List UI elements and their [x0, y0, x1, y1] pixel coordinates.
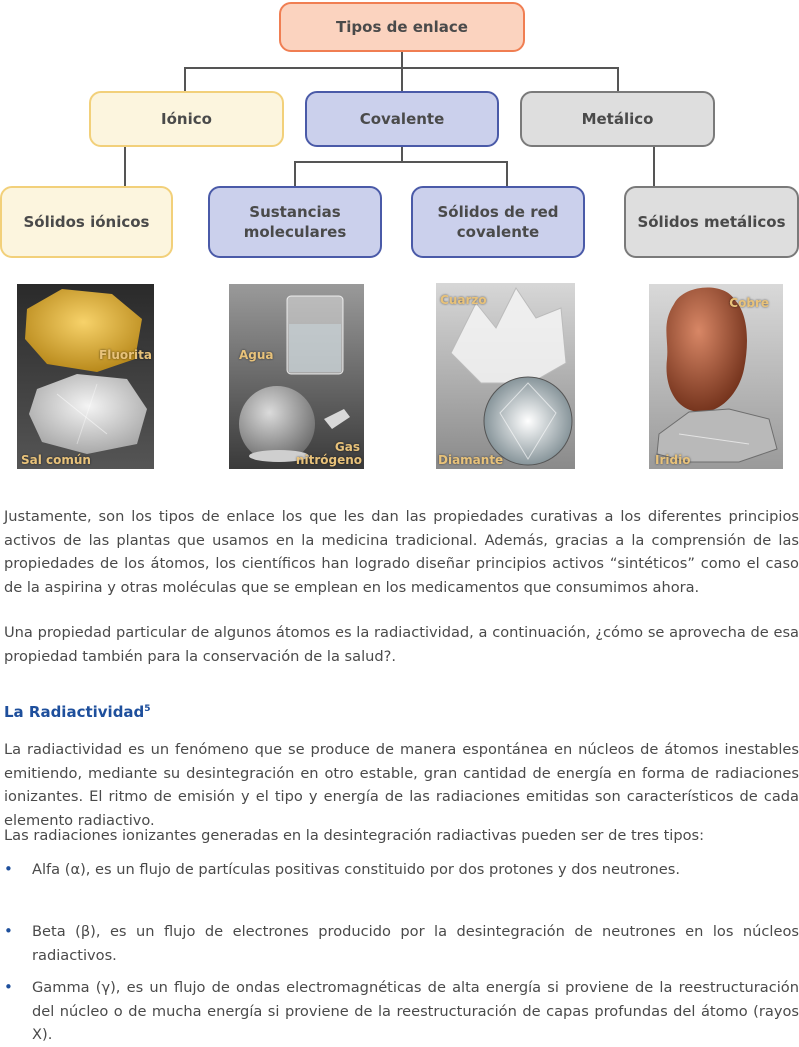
copper-label: Cobre: [729, 296, 769, 310]
list-item-text: Alfa (α), es un flujo de partículas positivas constituido por dos protones y dos neutrones.: [32, 861, 680, 878]
metallic-solids-photo: [649, 284, 783, 469]
radiation-types-intro: Las radiaciones ionizantes generadas en la desintegración radiactivas pueden ser de tres tipos:: [4, 827, 705, 844]
bullet-icon: •: [4, 978, 13, 996]
molecular-substances-photo: [229, 284, 364, 469]
ionic-box: Iónico: [89, 91, 284, 147]
quartz-diamond-image: [436, 283, 575, 469]
covalent-network-solids-box: Sólidos de red covalente: [411, 186, 585, 258]
connector-line: [401, 67, 403, 91]
ionic-solids-box: Sólidos iónicos: [0, 186, 173, 258]
bullet-icon: •: [4, 860, 13, 878]
connector-line: [184, 67, 186, 91]
quartz-label: Cuarzo: [440, 293, 487, 307]
covalent-box: Covalente: [305, 91, 499, 147]
diamond-label: Diamante: [438, 453, 504, 467]
list-item-text: Beta (β), es un flujo de electrones producido por la desintegración de neutrones en los núcleos radiactivos.: [32, 923, 799, 964]
copper-iridium-image: [649, 284, 783, 469]
nitrogen-label: nitrógeno: [295, 453, 362, 467]
connector-line: [124, 147, 126, 186]
fluorite-salt-image: [17, 284, 154, 469]
question-paragraph: Una propiedad particular de algunos átomos es la radiactividad, a continuación, ¿cómo se aprovecha de esa propiedad también para la conservación de la salud?.: [4, 624, 799, 665]
intro-paragraph: Justamente, son los tipos de enlace los que les dan las propiedades curativas a los diferentes principios activos de las plantas que usamos en la medicina tradicional. Además, gracias a la comprensión de las propiedades de los átomos, los científicos han logrado diseñar principios activos “sintéticos” como el caso de la aspirina y otras moléculas que se emplean en los medicamentos que consumimos ahora.: [4, 508, 799, 596]
bond-types-diagram: [0, 0, 799, 470]
connector-line: [401, 51, 403, 68]
list-item-text: Gamma (γ), es un flujo de ondas electromagnéticas de alta energía si proviene de la reestructuración del núcleo o de mucha energía si proviene de la reestructuración de capas profundas del átomo (rayos X).: [32, 979, 799, 1043]
connector-line: [401, 147, 403, 162]
connector-line: [294, 161, 508, 163]
covalent-network-photo: [436, 283, 575, 469]
water-label: Agua: [239, 348, 274, 362]
ionic-solids-photo: [17, 284, 154, 469]
connector-line: [506, 161, 508, 186]
metallic-box: Metálico: [520, 91, 715, 147]
connector-line: [294, 161, 296, 186]
section-heading-text: La Radiactividad: [4, 703, 145, 721]
metallic-solids-box: Sólidos metálicos: [624, 186, 799, 258]
gas-label: Gas: [334, 440, 360, 454]
root-box: Tipos de enlace: [279, 2, 525, 52]
footnote-ref: 5: [144, 704, 151, 714]
iridium-label: Iridio: [655, 453, 691, 467]
section-heading: [4, 703, 151, 721]
bullet-icon: •: [4, 922, 13, 940]
radioactivity-paragraph: La radiactividad es un fenómeno que se produce de manera espontánea en núcleos de átomos inestables emitiendo, mediante su desintegración en otro estable, gran cantidad de energía en forma de radiaciones ionizantes. El ritmo de emisión y el tipo y energía de las radiaciones emitidas son característicos de cada elemento radiactivo.: [4, 741, 799, 829]
salt-label: Sal común: [21, 453, 91, 467]
molecular-substances-box: Sustancias moleculares: [208, 186, 382, 258]
connector-line: [617, 67, 619, 91]
fluorite-label: Fluorita: [99, 348, 152, 362]
connector-line: [653, 147, 655, 186]
